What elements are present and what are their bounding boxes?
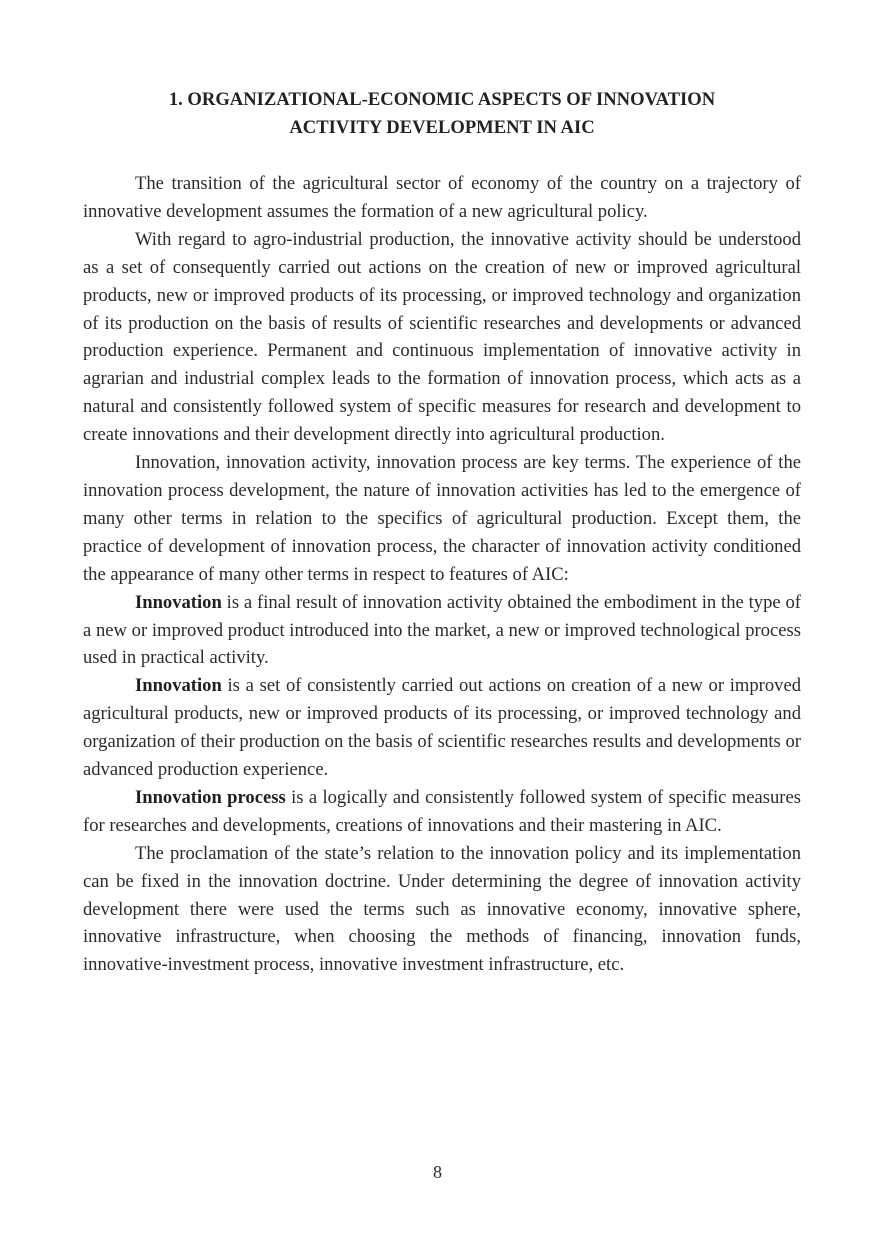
definition-text: is a logically and consistently followed system of specific measures for researches and developments, creations of innovations and their mastering in AIC. xyxy=(83,786,801,836)
page-number: 8 xyxy=(433,1162,442,1182)
body-text xyxy=(83,170,801,979)
definition-innovation-process xyxy=(83,784,801,840)
section-heading-line-2: ACTIVITY DEVELOPMENT IN AIC xyxy=(289,117,595,138)
definition-text: is a final result of innovation activity obtained the embodiment in the type of a new or improved product introduced into the market, a new or improved technological process used in practical activity. xyxy=(83,591,801,669)
definition-text: is a set of consistently carried out actions on creation of a new or improved agricultural products, new or improved products of its processing, or improved technology and organization of their production on the basis of scientific researches results and developments or advanced production experience. xyxy=(83,675,801,781)
definition-term: Innovation xyxy=(135,591,222,613)
section-heading xyxy=(82,86,802,142)
definition-term: Innovation xyxy=(135,675,222,697)
section-heading-line-1: 1. ORGANIZATIONAL-ECONOMIC ASPECTS OF INNOVATION xyxy=(168,89,716,110)
paragraph-innovative-activity: With regard to agro-industrial production, the innovative activity should be understood as a set of consequently carried out actions on the creation of new or improved agricultural products, new or improved products of its processing, or improved technology and organization of its production on the basis of results of scientific researches and developments or advanced production experience. Permanent and continuous implementation of innovative activity in agrarian and industrial complex leads to the formation of innovation process, which acts as a natural and consistently followed system of specific measures for research and development to create innovations and their development directly into agricultural production. xyxy=(83,228,801,446)
definition-innovation-result xyxy=(83,589,801,673)
paragraph-innovation-doctrine: The proclamation of the state’s relation to the innovation policy and its implementation can be fixed in the innovation doctrine. Under determining the degree of innovation activity development there were used the terms such as innovative economy, innovative sphere, innovative infrastructure, when choosing the methods of financing, innovation funds, innovative-investment process, innovative investment infrastructure, etc. xyxy=(83,842,801,976)
paragraph-intro: The transition of the agricultural sector of economy of the country on a trajectory of innovative development assumes the formation of a new agricultural policy. xyxy=(83,173,801,222)
definition-innovation-actions xyxy=(83,672,801,784)
paragraph-key-terms: Innovation, innovation activity, innovation process are key terms. The experience of the innovation process development, the nature of innovation activities has led to the emergence of many other terms in relation to the specifics of agricultural production. Except them, the practice of development of innovation process, the character of innovation activity conditioned the appearance of many other terms in respect to features of AIC: xyxy=(83,452,801,585)
definition-term: Innovation process xyxy=(135,786,286,808)
